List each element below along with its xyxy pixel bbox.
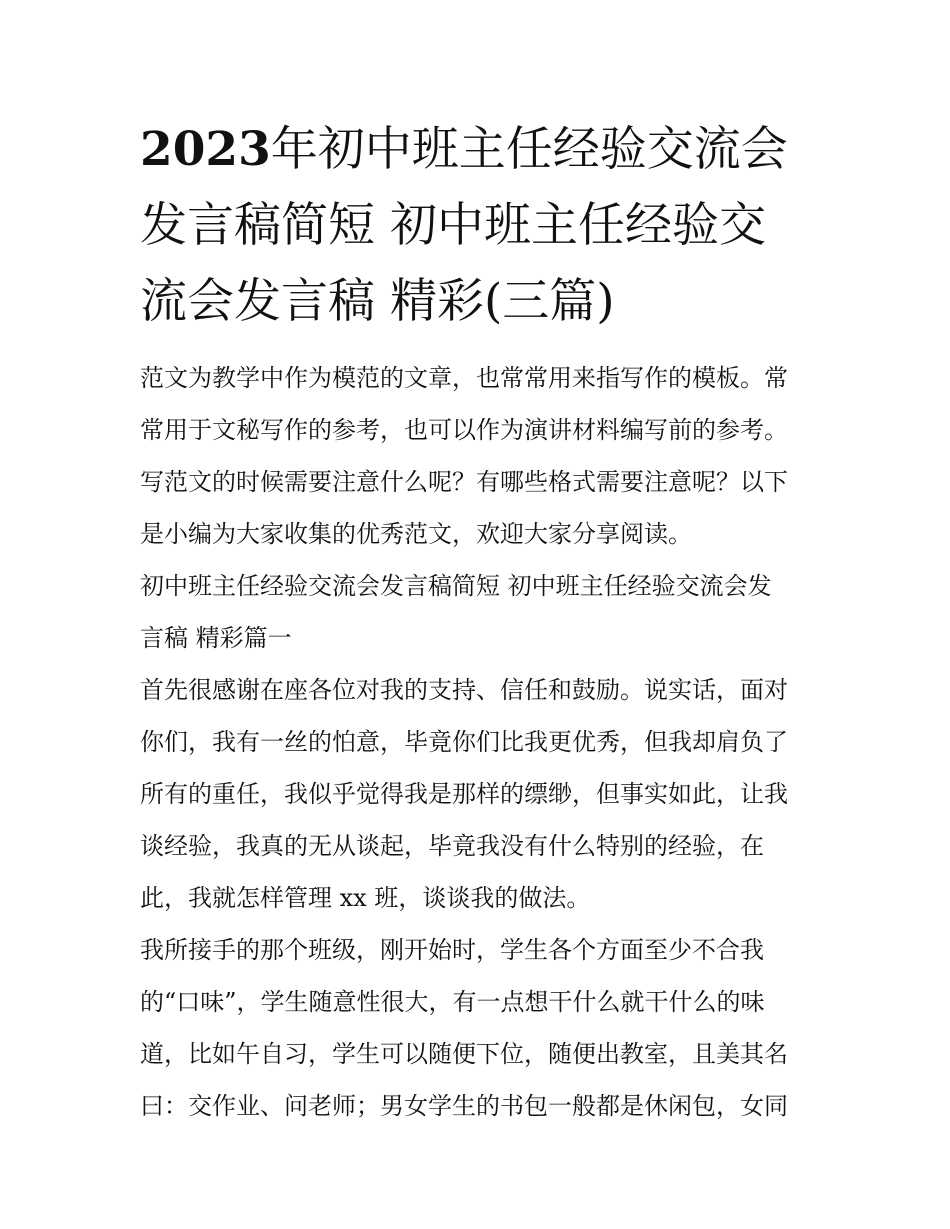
paragraph-line: 你们，我有一丝的怕意，毕竟你们比我更优秀，但我却肩负了 bbox=[140, 728, 788, 756]
title-line-1-text: 年初中班主任经验交流会 bbox=[270, 122, 788, 177]
intro-line: 是小编为大家收集的优秀范文，欢迎大家分享阅读。 bbox=[140, 520, 692, 548]
document-body bbox=[140, 352, 815, 1132]
intro-line: 写范文的时候需要注意什么呢？有哪些格式需要注意呢？以下 bbox=[140, 468, 788, 496]
title-year: 2023 bbox=[140, 122, 271, 177]
paragraph-line: 谈经验，我真的无从谈起，毕竟我没有什么特别的经验，在 bbox=[140, 832, 764, 860]
body-paragraph-2 bbox=[140, 924, 815, 1132]
paragraph-line: 曰：交作业、问老师；男女学生的书包一般都是休闲包，女同 bbox=[140, 1092, 788, 1120]
paragraph-line: 道，比如午自习，学生可以随便下位，随便出教室，且美其名 bbox=[140, 1040, 788, 1068]
paragraph-line: 我所接手的那个班级，刚开始时，学生各个方面至少不合我 bbox=[140, 936, 764, 964]
paragraph-line: 所有的重任，我似乎觉得我是那样的缥缈，但事实如此，让我 bbox=[140, 780, 788, 808]
document-title bbox=[140, 112, 815, 340]
intro-line: 常用于文秘写作的参考，也可以作为演讲材料编写前的参考。 bbox=[140, 416, 788, 444]
document-page bbox=[140, 112, 815, 1132]
paragraph-line: 首先很感谢在座各位对我的支持、信任和鼓励。说实话，面对 bbox=[140, 676, 788, 704]
section-heading bbox=[140, 560, 815, 664]
paragraph-line: 此，我就怎样管理 xx 班，谈谈我的做法。 bbox=[140, 884, 591, 912]
title-line-3: 流会发言稿 精彩(三篇) bbox=[140, 274, 615, 329]
section-heading-line: 言稿 精彩篇一 bbox=[140, 624, 292, 652]
title-line-1 bbox=[140, 112, 815, 188]
section-heading-line: 初中班主任经验交流会发言稿简短 初中班主任经验交流会发 bbox=[140, 572, 772, 600]
title-line-2: 发言稿简短 初中班主任经验交 bbox=[140, 198, 766, 253]
intro-paragraph bbox=[140, 352, 815, 560]
intro-line: 范文为教学中作为模范的文章，也常常用来指写作的模板。常 bbox=[140, 364, 788, 392]
body-paragraph-1 bbox=[140, 664, 815, 924]
paragraph-line: 的“口味”，学生随意性很大，有一点想干什么就干什么的味 bbox=[140, 988, 765, 1016]
